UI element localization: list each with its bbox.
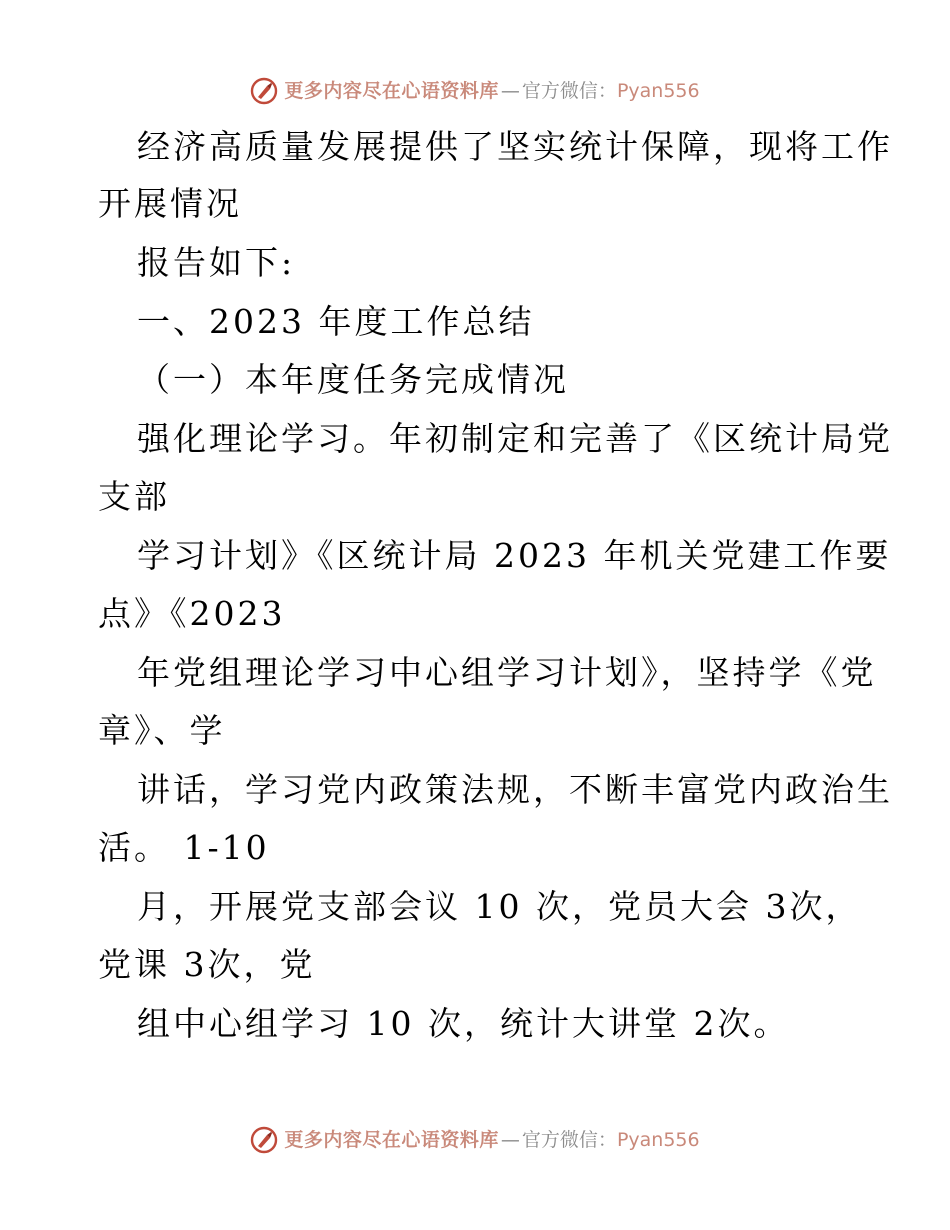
watermark-main-text: 更多内容尽在心语资料库 [284,79,499,102]
paragraph-line: 支部 [98,477,170,516]
paragraph-line: 学习计划》《区统计局 2023 年机关党建工作要 [137,536,892,575]
paragraph-line: 章》、学 [98,711,226,750]
watermark-main-text: 更多内容尽在心语资料库 [284,1128,499,1151]
watermark-dash: — [500,79,520,102]
watermark-dash: — [500,1128,520,1151]
section-heading: 一、2023 年度工作总结 [137,302,535,341]
paragraph-line: 月，开展党支部会议 10 次，党员大会 3次， [137,887,862,926]
watermark-wechat-label: 官方微信： [521,79,617,102]
watermark-wechat-id: Pyan556 [616,79,700,102]
paragraph-line: 活。 1-10 [98,828,270,867]
paragraph-line: 组中心组学习 10 次，统计大讲堂 2次。 [137,1004,790,1043]
paragraph-line: 党课 3次，党 [98,945,316,984]
paragraph-line: 讲话，学习党内政策法规，不断丰富党内政治生 [137,770,893,809]
paragraph-line: 点》《2023 [98,594,286,633]
footer-watermark [0,1120,950,1160]
pen-nib-circle-icon [250,77,278,105]
paragraph-line: 经济高质量发展提供了坚实统计保障，现将工作 [137,127,893,166]
paragraph-line: 年党组理论学习中心组学习计划》，坚持学《党 [137,653,877,692]
watermark-wechat-label: 官方微信： [521,1128,617,1151]
paragraph-line: 开展情况 [98,184,242,223]
watermark-wechat-id: Pyan556 [616,1128,700,1151]
pen-nib-circle-icon [250,1126,278,1154]
header-watermark [0,71,950,111]
paragraph-line: 报告如下: [137,243,296,282]
paragraph-line: 强化理论学习。年初制定和完善了《区统计局党 [137,419,893,458]
subsection-heading: （一）本年度任务完成情况 [137,360,569,399]
